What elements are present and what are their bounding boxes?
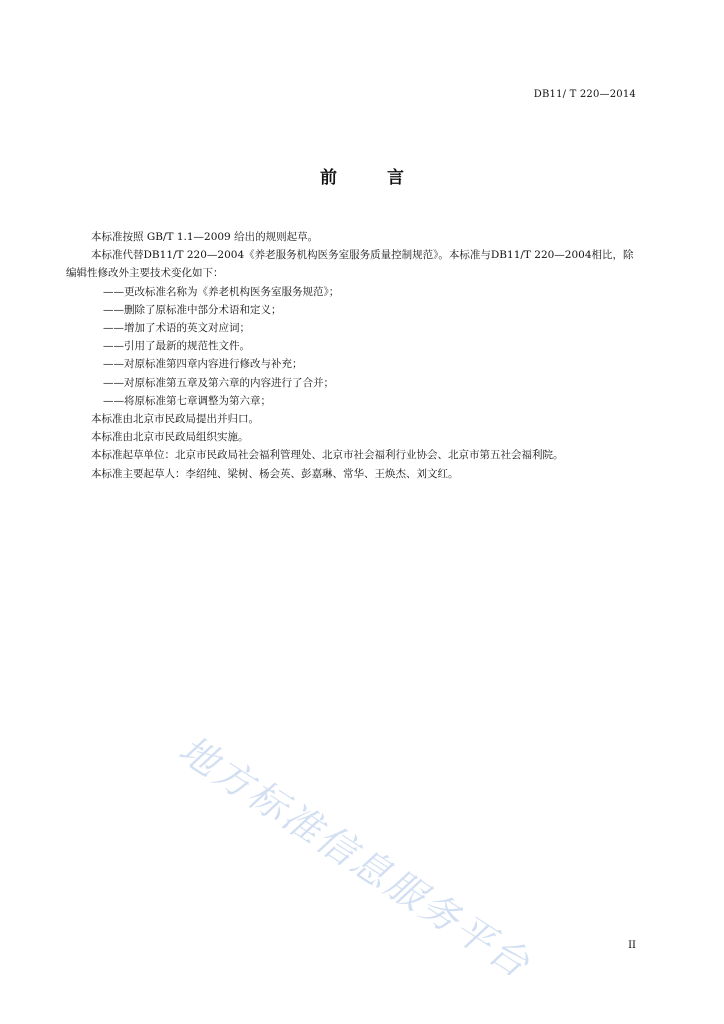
page-number: II [628, 940, 636, 951]
watermark-text: 地方标准信息服务平台 [171, 726, 539, 988]
paragraph-replacement: 本标准代替DB11/T 220—2004《养老服务机构医务室服务质量控制规范》。本标准与DB11/T 220—2004相比，除编辑性修改外主要技术变化如下： [66, 249, 634, 280]
paragraph-proposer: 本标准由北京市民政局提出并归口。 [91, 413, 259, 426]
page-title: 前 言 [320, 168, 426, 188]
change-item: ——增加了术语的英文对应词； [103, 322, 250, 335]
change-item: ——对原标准第五章及第六章的内容进行了合并； [103, 376, 334, 389]
standard-code: DB11/ T 220—2014 [533, 89, 636, 100]
paragraph-implementer: 本标准由北京市民政局组织实施。 [91, 431, 249, 444]
change-item: ——更改标准名称为《养老机构医务室服务规范》； [103, 285, 340, 298]
change-item: ——对原标准第四章内容进行修改与补充； [103, 358, 303, 371]
paragraph-drafters: 本标准主要起草人：李绍纯、梁树、杨会英、彭嘉琳、常华、王焕杰、刘文红。 [91, 467, 459, 480]
change-item: ——删除了原标准中部分术语和定义； [103, 303, 282, 316]
paragraph-drafting-rules: 本标准按照 GB/T 1.1—2009 给出的规则起草。 [91, 231, 319, 243]
change-item: ——引用了最新的规范性文件。 [103, 340, 250, 353]
paragraph-drafting-units: 本标准起草单位：北京市民政局社会福利管理处、北京市社会福利行业协会、北京市第五社会福利院。 [91, 449, 564, 462]
foreword-body [66, 228, 640, 483]
change-item: ——将原标准第七章调整为第六章； [103, 394, 271, 407]
